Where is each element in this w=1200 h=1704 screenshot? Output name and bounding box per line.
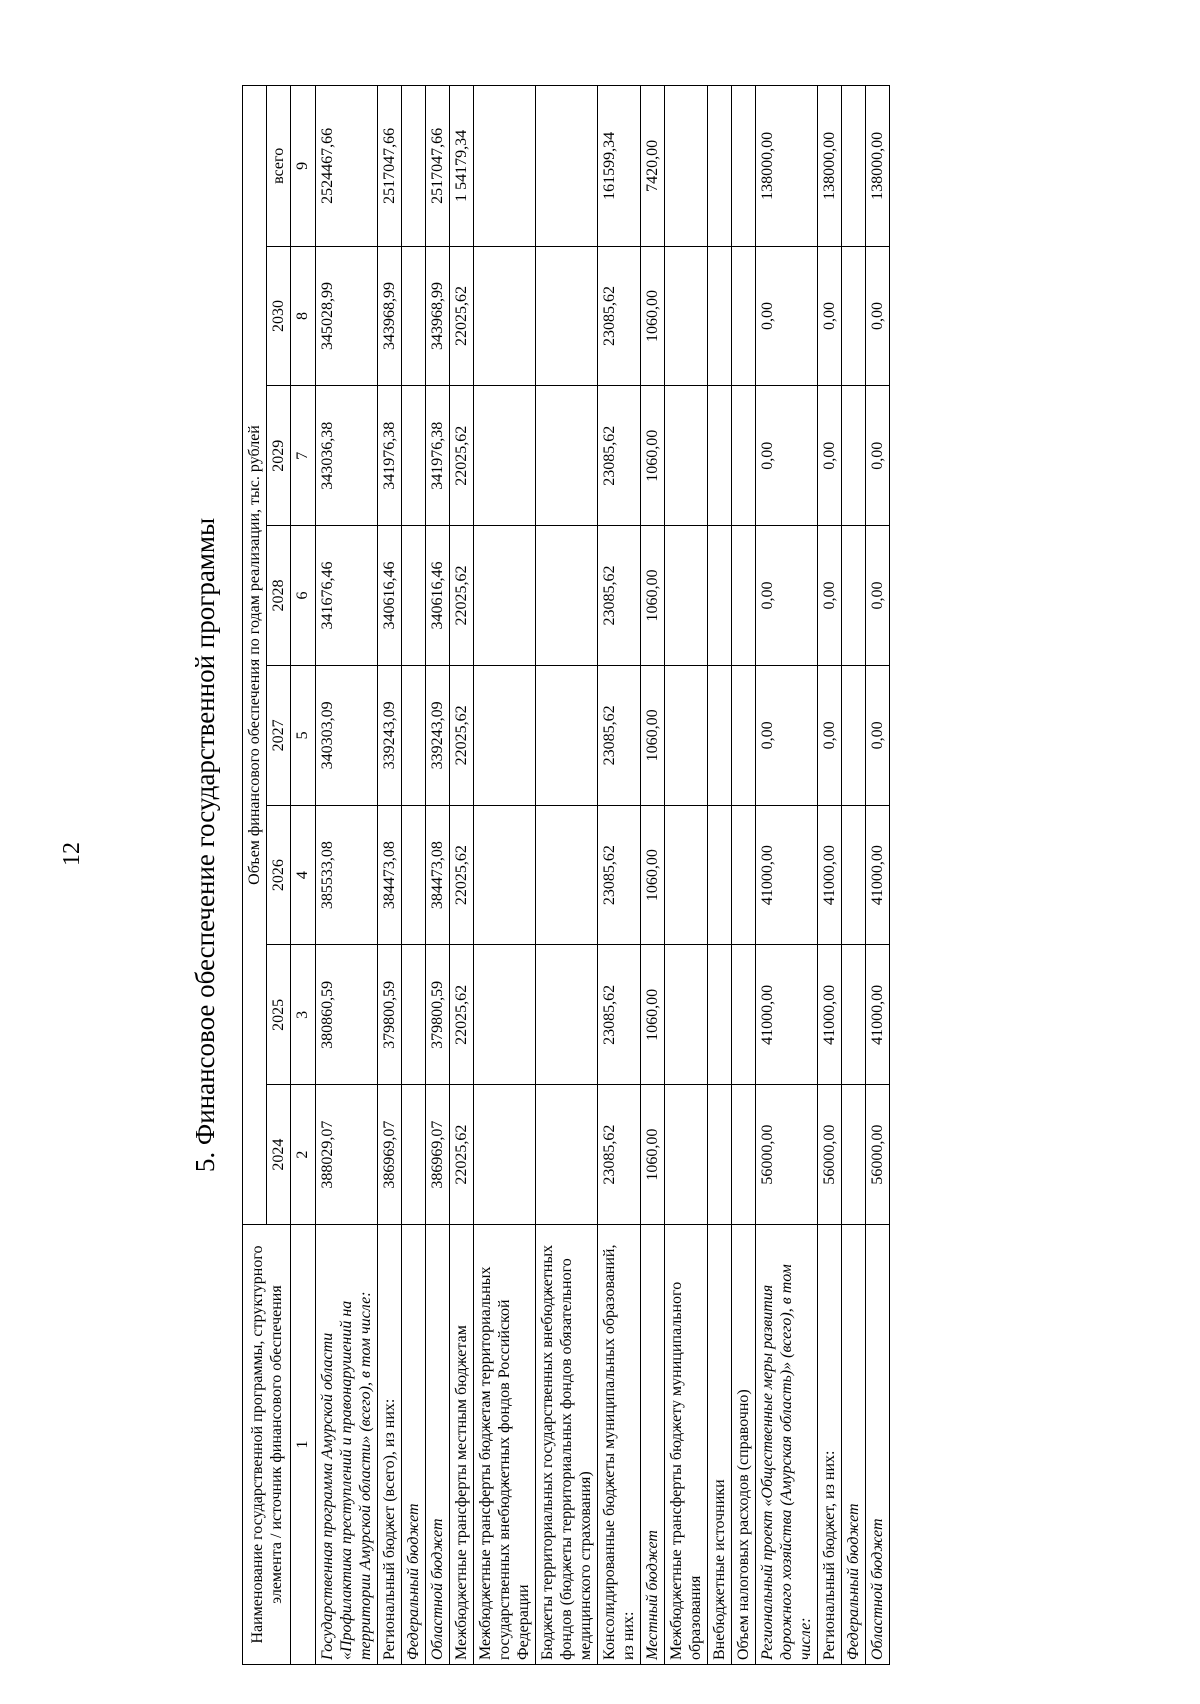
index-cell: 3 [291,945,316,1085]
total-cell: 138000,00 [866,86,890,247]
value-cell [842,805,866,945]
row-label: Межбюджетные трансферты местным бюджетам [450,1224,474,1664]
value-cell: 23085,62 [598,386,641,526]
value-cell [842,526,866,666]
table-row [641,86,665,1665]
index-cell: 5 [291,665,316,805]
value-cell: 22025,62 [450,945,474,1085]
value-cell: 343968,99 [426,246,450,386]
value-cell: 22025,62 [450,386,474,526]
value-cell: 41000,00 [818,945,842,1085]
header-total: всего [267,86,291,247]
value-cell: 0,00 [818,665,842,805]
value-cell [842,945,866,1085]
row-label: Государственная программа Амурской области «Профилактика преступлений и правонарушений на территории Амурской области» (всего), в том числе: [316,1224,378,1664]
value-cell: 23085,62 [598,526,641,666]
value-cell: 0,00 [866,665,890,805]
total-cell: 2524467,66 [316,86,378,247]
financing-table [242,85,890,1665]
value-cell: 340303,09 [316,665,378,805]
row-label: Консолидированные бюджеты муниципальных образований, из них: [598,1224,641,1664]
value-cell: 23085,62 [598,665,641,805]
total-cell [402,86,426,247]
row-label: Местный бюджет [641,1224,665,1664]
value-cell: 343036,38 [316,386,378,526]
value-cell [665,246,708,386]
table-row [378,86,402,1665]
header-group: Объем финансового обеспечения по годам реализации, тыс. рублей [243,86,267,1225]
table-row [866,86,890,1665]
value-cell: 0,00 [866,246,890,386]
row-label: Областной бюджет [426,1224,450,1664]
value-cell: 41000,00 [866,945,890,1085]
total-cell: 7420,00 [641,86,665,247]
table-row [598,86,641,1665]
total-cell: 1 54179,34 [450,86,474,247]
value-cell: 1060,00 [641,945,665,1085]
row-label: Областной бюджет [866,1224,890,1664]
rotated-content [180,85,1120,1665]
value-cell: 384473,08 [426,805,450,945]
value-cell [708,1085,732,1225]
total-cell: 138000,00 [756,86,818,247]
index-row [291,86,316,1665]
value-cell [708,805,732,945]
row-label: Объем налоговых расходов (справочно) [732,1224,756,1664]
value-cell: 23085,62 [598,945,641,1085]
value-cell: 0,00 [818,526,842,666]
header-year: 2026 [267,805,291,945]
value-cell [536,526,598,666]
value-cell: 384473,08 [378,805,402,945]
value-cell [474,1085,536,1225]
value-cell [402,665,426,805]
value-cell [474,805,536,945]
value-cell: 56000,00 [756,1085,818,1225]
value-cell [732,945,756,1085]
table-row [842,86,866,1665]
value-cell: 343968,99 [378,246,402,386]
value-cell [842,386,866,526]
value-cell: 1060,00 [641,805,665,945]
value-cell [402,386,426,526]
value-cell: 0,00 [756,246,818,386]
total-cell [536,86,598,247]
row-label: Федеральный бюджет [402,1224,426,1664]
value-cell: 1060,00 [641,665,665,805]
value-cell [536,945,598,1085]
total-cell: 138000,00 [818,86,842,247]
value-cell [842,1085,866,1225]
row-label: Региональный проект «Общественные меры развития дорожного хозяйства (Амурская область)» (всего), в том числе: [756,1224,818,1664]
value-cell [732,246,756,386]
value-cell [665,945,708,1085]
value-cell: 41000,00 [756,945,818,1085]
value-cell: 0,00 [866,386,890,526]
table-row [316,86,378,1665]
index-cell: 9 [291,86,316,247]
value-cell: 0,00 [866,526,890,666]
row-label: Региональный бюджет, из них: [818,1224,842,1664]
value-cell [402,526,426,666]
value-cell [536,1085,598,1225]
value-cell: 341976,38 [378,386,402,526]
value-cell: 0,00 [818,386,842,526]
header-year: 2025 [267,945,291,1085]
total-cell: 161599,34 [598,86,641,247]
index-cell: 1 [291,1224,316,1664]
value-cell: 22025,62 [450,1085,474,1225]
value-cell: 41000,00 [866,805,890,945]
value-cell: 341976,38 [426,386,450,526]
header-year: 2029 [267,386,291,526]
value-cell: 385533,08 [316,805,378,945]
value-cell [732,1085,756,1225]
total-cell [732,86,756,247]
value-cell [732,526,756,666]
total-cell [665,86,708,247]
value-cell: 386969,07 [426,1085,450,1225]
value-cell: 380860,59 [316,945,378,1085]
header-year: 2027 [267,665,291,805]
value-cell [732,665,756,805]
value-cell: 23085,62 [598,805,641,945]
value-cell [708,665,732,805]
value-cell: 339243,09 [426,665,450,805]
value-cell [402,945,426,1085]
value-cell [665,526,708,666]
value-cell: 0,00 [756,526,818,666]
table-row [665,86,708,1665]
value-cell: 22025,62 [450,665,474,805]
value-cell: 339243,09 [378,665,402,805]
index-cell: 4 [291,805,316,945]
table-row [708,86,732,1665]
header-year: 2024 [267,1085,291,1225]
value-cell [536,665,598,805]
index-cell: 7 [291,386,316,526]
header-year: 2030 [267,246,291,386]
value-cell [842,665,866,805]
value-cell [474,526,536,666]
value-cell [474,386,536,526]
index-cell: 6 [291,526,316,666]
table-row [732,86,756,1665]
value-cell [732,386,756,526]
row-label: Межбюджетные трансферты бюджетам территориальных государственных внебюджетных фондов Российской Федерации [474,1224,536,1664]
value-cell: 23085,62 [598,246,641,386]
row-label: Бюджеты территориальных государственных внебюджетных фондов (бюджеты территориальных фондов обязательного медицинского страхования) [536,1224,598,1664]
value-cell [708,246,732,386]
total-cell: 2517047,66 [378,86,402,247]
row-label: Федеральный бюджет [842,1224,866,1664]
index-cell: 2 [291,1085,316,1225]
section-title: 5. Финансовое обеспечение государственной программы [190,517,220,1173]
table-row [402,86,426,1665]
value-cell [474,945,536,1085]
value-cell: 0,00 [756,386,818,526]
value-cell: 341676,46 [316,526,378,666]
value-cell [402,1085,426,1225]
value-cell [732,805,756,945]
value-cell: 386969,07 [378,1085,402,1225]
total-cell [474,86,536,247]
value-cell: 1060,00 [641,386,665,526]
value-cell [474,246,536,386]
value-cell: 41000,00 [818,805,842,945]
value-cell: 56000,00 [818,1085,842,1225]
value-cell: 23085,62 [598,1085,641,1225]
value-cell: 388029,07 [316,1085,378,1225]
value-cell [474,665,536,805]
value-cell [708,945,732,1085]
value-cell: 41000,00 [756,805,818,945]
value-cell: 22025,62 [450,526,474,666]
value-cell: 0,00 [818,246,842,386]
header-year: 2028 [267,526,291,666]
value-cell [402,246,426,386]
page-number: 12 [59,842,85,866]
row-label: Внебюджетные источники [708,1224,732,1664]
value-cell: 22025,62 [450,805,474,945]
value-cell [536,246,598,386]
value-cell [665,1085,708,1225]
value-cell: 379800,59 [426,945,450,1085]
table-row [426,86,450,1665]
value-cell: 22025,62 [450,246,474,386]
value-cell: 340616,46 [426,526,450,666]
index-cell: 8 [291,246,316,386]
value-cell [665,665,708,805]
table-row [818,86,842,1665]
header-name: Наименование государственной программы, структурного элемента / источник финансового обеспечения [243,1224,291,1664]
table-row [450,86,474,1665]
value-cell: 0,00 [756,665,818,805]
row-label: Межбюджетные трансферты бюджету муниципального образования [665,1224,708,1664]
value-cell [665,805,708,945]
total-cell [708,86,732,247]
value-cell: 379800,59 [378,945,402,1085]
table-row [536,86,598,1665]
table-row [756,86,818,1665]
total-cell: 2517047,66 [426,86,450,247]
value-cell [665,386,708,526]
value-cell: 1060,00 [641,1085,665,1225]
value-cell: 1060,00 [641,526,665,666]
value-cell: 56000,00 [866,1085,890,1225]
value-cell: 345028,99 [316,246,378,386]
value-cell [842,246,866,386]
value-cell: 340616,46 [378,526,402,666]
value-cell: 1060,00 [641,246,665,386]
value-cell [402,805,426,945]
row-label: Региональный бюджет (всего), из них: [378,1224,402,1664]
value-cell [536,386,598,526]
total-cell [842,86,866,247]
value-cell [708,386,732,526]
table-row [474,86,536,1665]
value-cell [536,805,598,945]
value-cell [708,526,732,666]
